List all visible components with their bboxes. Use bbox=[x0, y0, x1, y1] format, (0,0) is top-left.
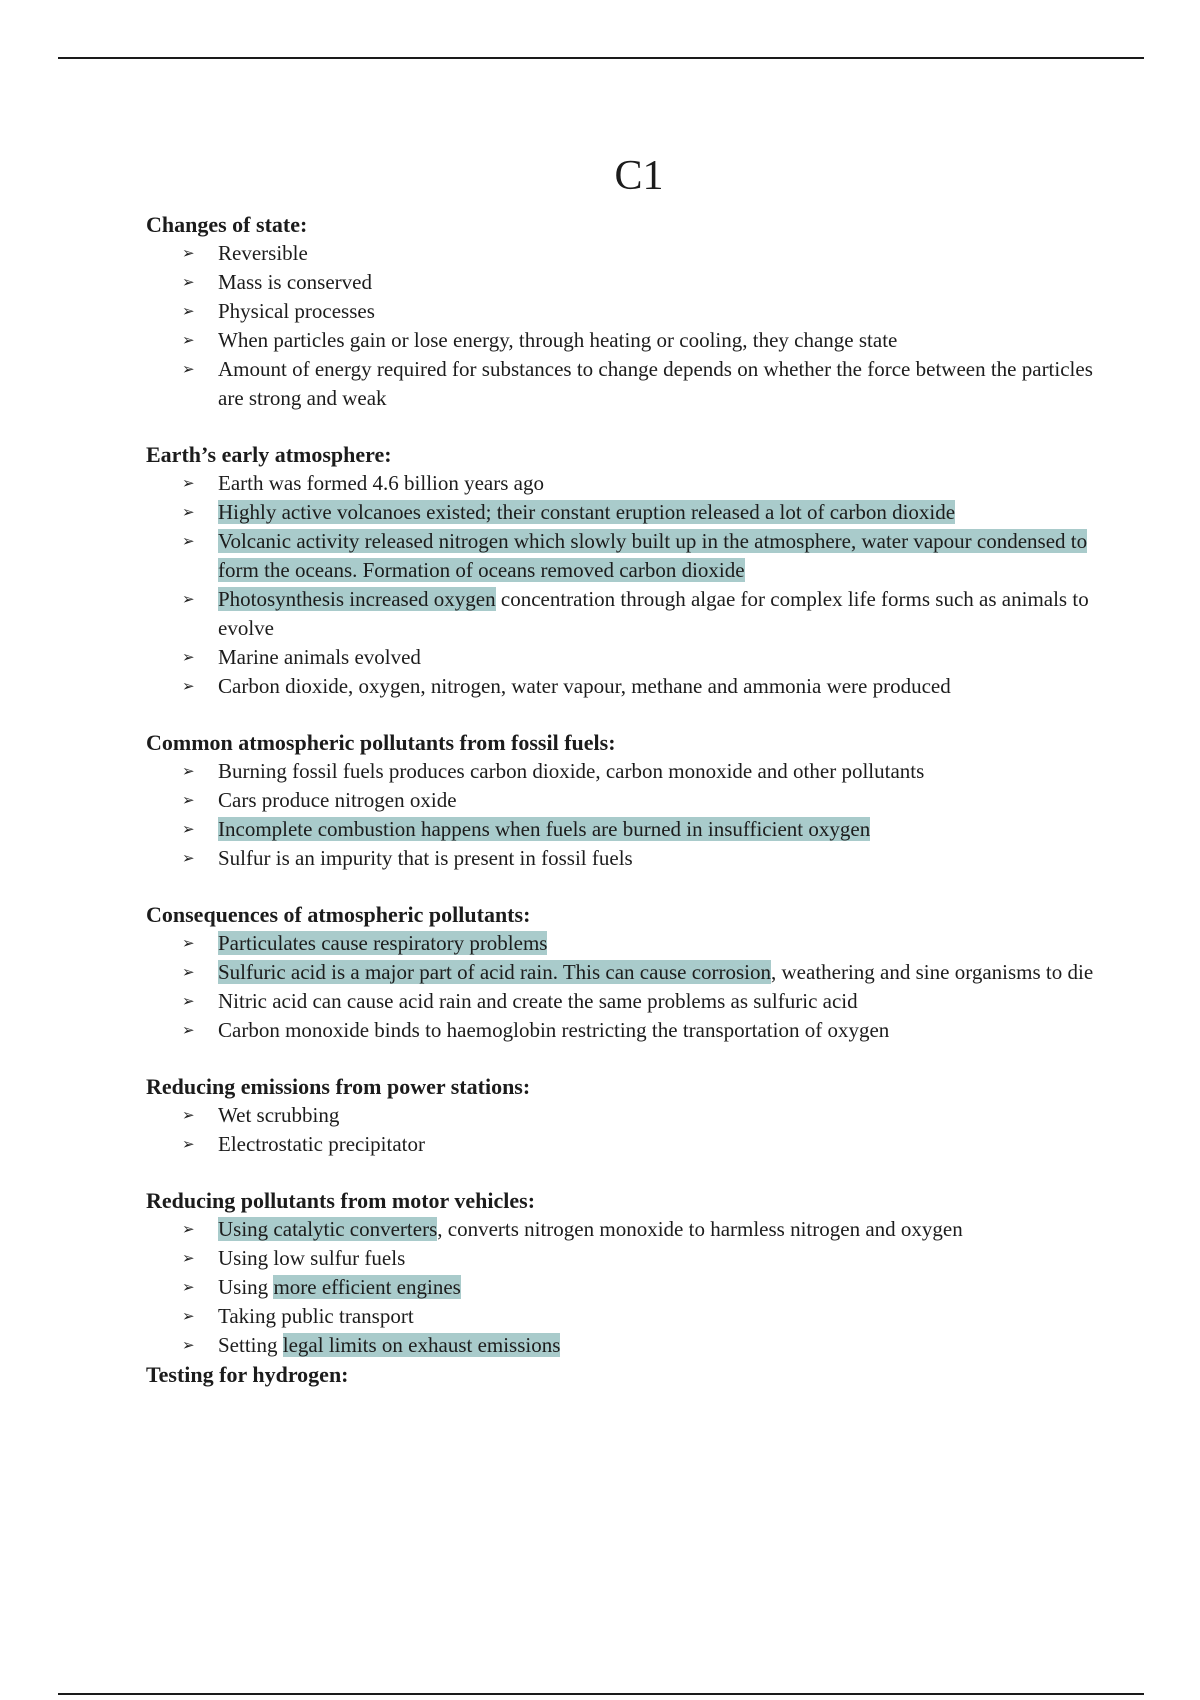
bullet-list bbox=[146, 469, 1106, 701]
list-item: ➢ Burning fossil fuels produces carbon dioxide, carbon monoxide and other pollutants bbox=[146, 757, 1106, 786]
highlighted-text: Volcanic activity released nitrogen which slowly built up in the atmosphere, water vapour condensed to form the oceans. Formation of oceans removed carbon dioxide bbox=[218, 529, 1088, 582]
highlighted-text: Incomplete combustion happens when fuels are burned in insufficient oxygen bbox=[218, 817, 871, 841]
section-heading: Common atmospheric pollutants from fossil fuels: bbox=[146, 730, 616, 755]
bullet-list bbox=[146, 1215, 1106, 1360]
section-heading: Consequences of atmospheric pollutants: bbox=[146, 902, 531, 927]
list-item: ➢ Reversible bbox=[146, 239, 1106, 268]
item-text: Using bbox=[218, 1275, 274, 1299]
list-item: ➢ Electrostatic precipitator bbox=[146, 1130, 1106, 1159]
list-item bbox=[146, 1215, 1106, 1244]
list-item: ➢ When particles gain or lose energy, through heating or cooling, they change state bbox=[146, 326, 1106, 355]
header-rule bbox=[58, 57, 1144, 59]
section-consequences-of-pollutants bbox=[146, 900, 1106, 1045]
highlighted-text: Particulates cause respiratory problems bbox=[218, 931, 548, 955]
list-item bbox=[146, 527, 1106, 585]
section-heading: Changes of state: bbox=[146, 212, 308, 237]
highlighted-text: Photosynthesis increased oxygen bbox=[218, 587, 496, 611]
section-heading: Testing for hydrogen: bbox=[146, 1362, 349, 1387]
highlighted-text: Sulfuric acid is a major part of acid rain. This can cause corrosion bbox=[218, 960, 772, 984]
section-reducing-power-station-emissions bbox=[146, 1072, 1106, 1159]
section-reducing-vehicle-pollutants bbox=[146, 1186, 1106, 1360]
list-item: ➢ Amount of energy required for substances to change depends on whether the force between the particles are strong and weak bbox=[146, 355, 1106, 413]
list-item bbox=[146, 815, 1106, 844]
item-text: Setting bbox=[218, 1333, 283, 1357]
highlighted-text: Highly active volcanoes existed; their constant eruption released a lot of carbon dioxide bbox=[218, 500, 956, 524]
list-item: ➢ Carbon dioxide, oxygen, nitrogen, water vapour, methane and ammonia were produced bbox=[146, 672, 1106, 701]
highlighted-text: more efficient engines bbox=[273, 1275, 461, 1299]
list-item: ➢ Taking public transport bbox=[146, 1302, 1106, 1331]
section-testing-for-hydrogen bbox=[146, 1360, 1106, 1389]
list-item: ➢ Nitric acid can cause acid rain and create the same problems as sulfuric acid bbox=[146, 987, 1106, 1016]
item-text: concentration through algae for complex life forms such as animals to evolve bbox=[218, 587, 1089, 640]
list-item: ➢ Marine animals evolved bbox=[146, 643, 1106, 672]
section-changes-of-state bbox=[146, 210, 1106, 413]
list-item: ➢ Earth was formed 4.6 billion years ago bbox=[146, 469, 1106, 498]
bullet-list bbox=[146, 757, 1106, 873]
list-item: ➢ Using low sulfur fuels bbox=[146, 1244, 1106, 1273]
list-item: ➢ Sulfur is an impurity that is present in fossil fuels bbox=[146, 844, 1106, 873]
footer-rule bbox=[58, 1693, 1144, 1695]
list-item: ➢ Physical processes bbox=[146, 297, 1106, 326]
section-heading: Reducing pollutants from motor vehicles: bbox=[146, 1188, 536, 1213]
highlighted-text: Using catalytic converters bbox=[218, 1217, 438, 1241]
bullet-list bbox=[146, 1101, 1106, 1159]
list-item bbox=[146, 958, 1106, 987]
list-item: ➢ Cars produce nitrogen oxide bbox=[146, 786, 1106, 815]
bullet-list bbox=[146, 929, 1106, 1045]
document-title: C1 bbox=[614, 153, 664, 199]
section-heading: Earth’s early atmosphere: bbox=[146, 442, 392, 467]
list-item bbox=[146, 498, 1106, 527]
highlighted-text: legal limits on exhaust emissions bbox=[282, 1333, 561, 1357]
section-common-pollutants bbox=[146, 728, 1106, 873]
list-item bbox=[146, 1331, 1106, 1360]
list-item bbox=[146, 929, 1106, 958]
document-body bbox=[146, 150, 1106, 1389]
list-item bbox=[146, 1273, 1106, 1302]
list-item: ➢ Carbon monoxide binds to haemoglobin restricting the transportation of oxygen bbox=[146, 1016, 1106, 1045]
item-text: , weathering and sine organisms to die bbox=[771, 960, 1094, 984]
list-item: ➢ Wet scrubbing bbox=[146, 1101, 1106, 1130]
item-text: , converts nitrogen monoxide to harmless nitrogen and oxygen bbox=[437, 1217, 963, 1241]
list-item bbox=[146, 585, 1106, 643]
section-earths-early-atmosphere bbox=[146, 440, 1106, 701]
list-item: ➢ Mass is conserved bbox=[146, 268, 1106, 297]
section-heading: Reducing emissions from power stations: bbox=[146, 1074, 531, 1099]
bullet-list bbox=[146, 239, 1106, 413]
